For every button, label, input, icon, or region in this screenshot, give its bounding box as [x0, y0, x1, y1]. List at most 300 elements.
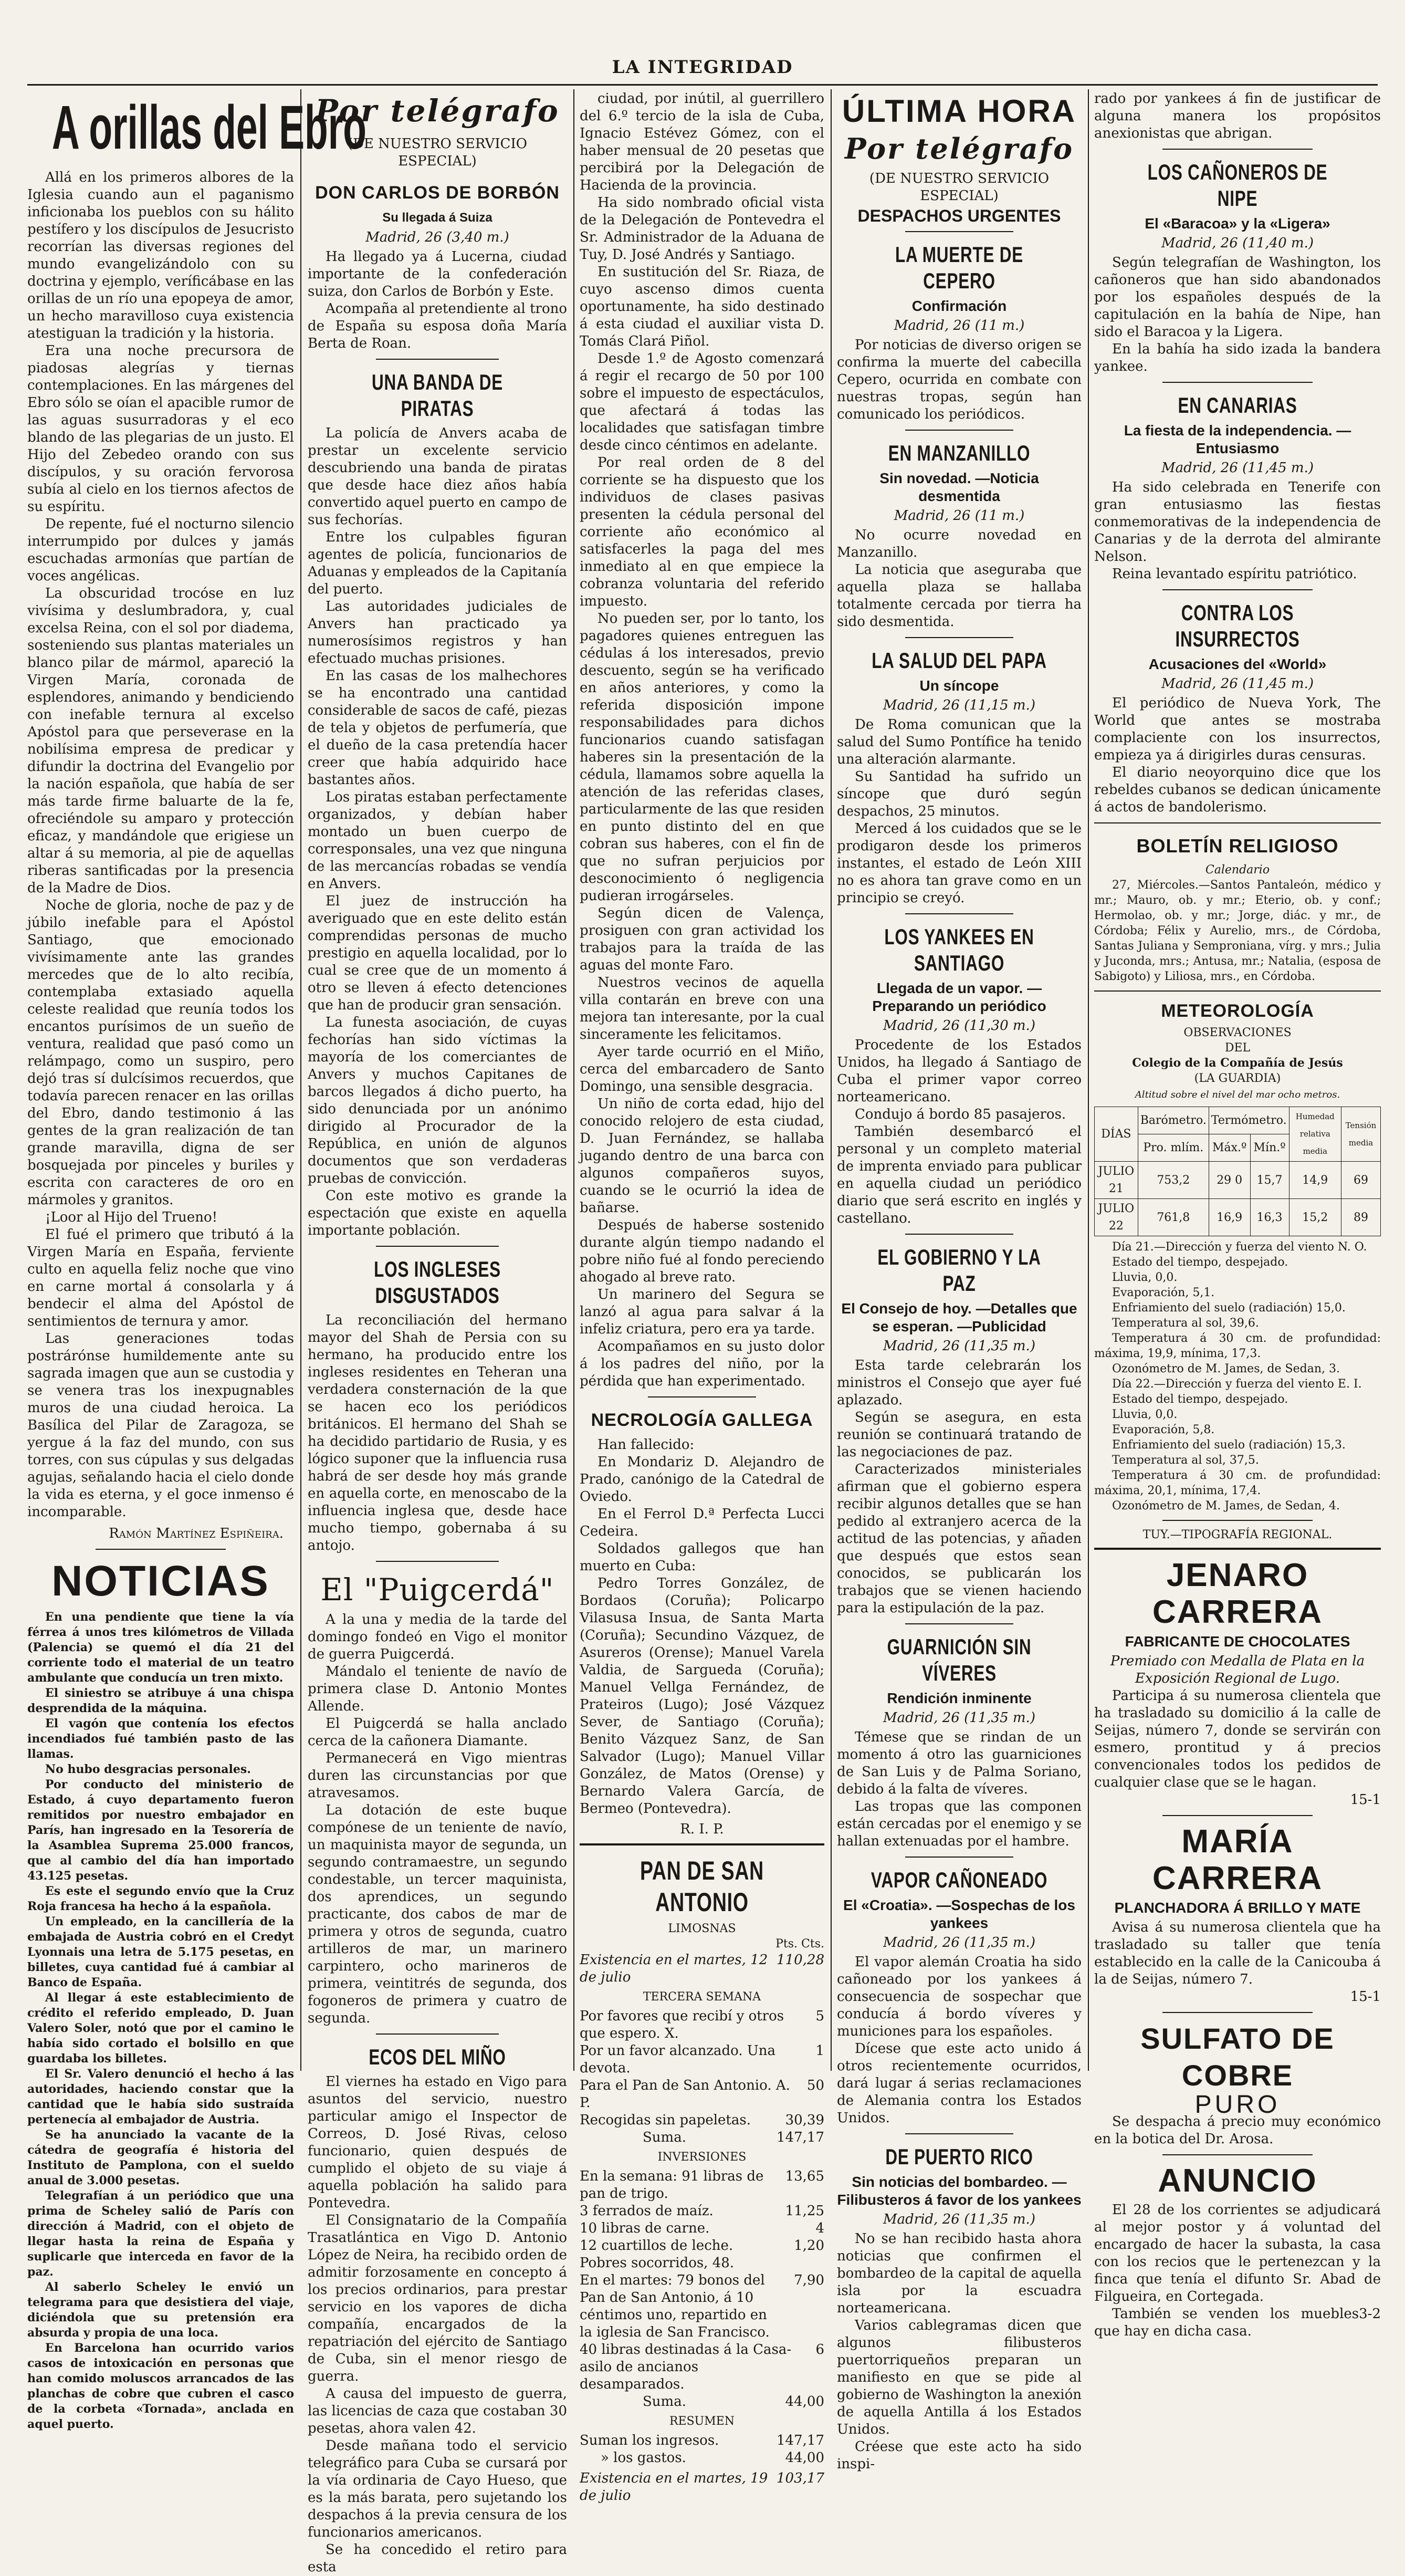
table-header: DÍAS — [1095, 1107, 1138, 1162]
weather-line: Lluvia, 0,0. — [1112, 1271, 1178, 1284]
article-body — [308, 248, 567, 352]
masthead-rule — [27, 84, 1378, 86]
article-paragraph: Mándalo el teniente de navío de primera clase D. Antonio Montes Allende. — [308, 1664, 567, 1714]
ledger-label: Existencia en el martes, 12 de julio — [580, 1952, 768, 1985]
ledger-row — [580, 1952, 824, 1986]
article-paragraph: En las casas de los malhechores se ha encontrado una cantidad considerable de sacos de café, piezas de tela y objetos de perfumería, que el dueño de la casa pretendía hacer creer que había adquirido hace bastantes años. — [308, 668, 567, 788]
headline: CONTRA LOS INSURRECTOS — [1175, 600, 1300, 651]
article-paragraph: Según dicen de Valença, prosiguen con gran actividad los trabajos para la traída de las aguas del monte Faro. — [580, 905, 824, 973]
ad-subtitle: PURO — [1194, 2091, 1281, 2119]
article-paragraph: La funesta asociación, de cuyas fechorías han sido víctimas la mayoría de los comerciantes de Anvers y muchos Capitanes de barcos llegados á dicho puerto, ha sido denunciada por un anónimo dirigido al Procurador de la República, en unión de algunos documentos que son verdaderas pruebas de convicción. — [308, 1015, 567, 1186]
dateline: Madrid, 26 (11,15 m.) — [883, 697, 1035, 713]
weather-line: Temperatura al sol, 39,6. — [1112, 1317, 1259, 1330]
article-paragraph: Ha sido nombrado oficial vista de la Delegación de Pontevedra el Sr. Administrador de la Aduana de Tuy, D. José Andrés y Santiago. — [580, 195, 824, 263]
article-paragraph: No se han recibido hasta ahora noticias que confirmen el bombardeo de la capital de aquella isla por la escuadra norteamericana. — [837, 2231, 1082, 2316]
ledger-label: 3 ferrados de maíz. — [580, 2203, 714, 2219]
ledger-value: 4 — [815, 2220, 824, 2236]
weather-line: Estado del tiempo, despejado. — [1112, 1256, 1288, 1269]
service-note: (DE NUESTRO SERVICIO ESPECIAL) — [347, 136, 528, 169]
dateline: Madrid, 26 (11,35 m.) — [883, 2212, 1035, 2227]
article-paragraph: Merced á los cuidados que se le prodigaron desde los primeros instantes, el estado de León XIII no es ahora tan grave como en un principio se creyó. — [837, 821, 1082, 906]
article-paragraph: Desde 1.º de Agosto comenzará á regir el recargo de 50 por 100 sobre el impuesto de espectáculos, que afectará á todas las localidades que satisfagan timbre desde cinco céntimos en adelante. — [580, 351, 824, 453]
article-paragraph: Varios cablegramas dicen que algunos filibusteros puertorriqueños preparan un manifiesto en que se pide al gobierno de Washington la anexión de aquella Antilla á los Estados Unidos. — [837, 2318, 1082, 2437]
table-header: Barómetro. — [1138, 1107, 1209, 1134]
divider — [1162, 1520, 1313, 1521]
ledger-value: 44,00 — [785, 2450, 824, 2466]
article-paragraph: El Puigcerdá se halla anclado cerca de la cañonera Diamante. — [308, 1716, 567, 1749]
ledger-value: 1 — [815, 2043, 824, 2059]
article-paragraph: Allá en los primeros albores de la Iglesia cuando aun el paganismo inficionaba los pueblos con su hálito pestífero y los discípulos de Jesucristo recorrían las diversas regiones del mundo evangelizándolo con su doctrina y ejemplo, veríficábase en las orillas de un río una epopeya de amor, un hecho maravilloso cuya existencia atestiguan la tradición y la historia. — [27, 170, 294, 341]
ledger-row — [580, 2393, 824, 2411]
divider — [905, 1234, 1013, 1235]
ledger-label: En el martes: 79 bonos del Pan de San Antonio, á 10 céntimos uno, repartido en la iglesia de San Francisco. — [580, 2272, 770, 2340]
ledger-value: 7,90 — [794, 2272, 824, 2288]
weather-line: Estado del tiempo, despejado. — [1112, 1393, 1288, 1406]
article-paragraph: De Roma comunican que la salud del Sumo Pontífice ha tenido una alteración alarmante. — [837, 717, 1082, 767]
article-paragraph: Desde mañana todo el servicio telegráfico para Cuba se cursará por la vía ordinaria de Cayo Hueso, que es la más barata, pero sujetando los despachos á la previa censura de los funcionarios americanos. — [308, 2438, 567, 2540]
ledger-row — [580, 2042, 824, 2077]
ledger-value: 103,17 — [777, 2470, 824, 2486]
column-header: Pts. Cts. — [775, 1937, 824, 1951]
article-paragraph: Según telegrafían de Washington, los cañoneros que han sido abandonados por los españoles después de la capitulación en la bahía de Nipe, han sido el Baracoa y la Ligera. — [1094, 255, 1381, 340]
article-paragraph: ¡Loor al Hijo del Trueno! — [45, 1209, 218, 1225]
article-paragraph: La obscuridad trocóse en luz vivísima y deslumbradora, y, cual excelsa Reina, con el sol por diadema, sosteniendo sus plantas materiales un blanco pilar de mármol, apareció la Virgen María, coronada de esplendores, animando y bendiciendo con inefable ternura al excelso Apóstol para que perseverase en la nobilísima empresa de predicar y difundir la doctrina del Evangelio por la nación española, que había de ser más tarde firme baluarte de la fe, ofreciéndole su amparo y protección eficaz, y mandándole que erigiese un altar á su memoria, al pie de aquellas riberas santificadas por la presencia de la Madre de Dios. — [27, 586, 294, 896]
weather-line: Temperatura á 30 cm. de profundidad: máxima, 19,9, mínima, 17,3. — [1094, 1332, 1381, 1360]
ad-footer — [1094, 2306, 1381, 2340]
table-row — [1095, 1162, 1381, 1199]
table-header: Termómetro. — [1209, 1107, 1289, 1134]
article-paragraph: En el Ferrol D.ª Perfecta Lucci Cedeira. — [580, 1506, 824, 1539]
ad-text: Avisa á su numerosa clientela que ha trasladado su taller que tenía establecido en la calle de la Canicouba á la de Seijas, número 7. — [1094, 1920, 1381, 1987]
column-2 — [308, 90, 567, 2575]
table-header: Mín.º — [1250, 1134, 1289, 1162]
article-paragraph: Un empleado, en la cancillería de la embajada de Austria cobró en el Credyt Lyonnais una letra de 5.175 pesetas, en billetes, cuya cantidad fué á cambiar al Banco de España. — [27, 1915, 294, 1989]
ad-text: El 28 de los corrientes se adjudicará al mejor postor y á voluntad del encargado de hacer la subasta, la casa con los recios que le pertenezcan y la finca que tenía el difunto Sr. Abad de Filgueira, en Cortegada. — [1094, 2202, 1381, 2304]
divider — [376, 359, 499, 360]
ledger-label: En la semana: 91 libras de pan de trigo. — [580, 2168, 764, 2202]
ledger-row — [580, 2255, 824, 2272]
divider — [580, 1843, 824, 1845]
article-paragraph: Esta tarde celebrarán los ministros el Consejo que ayer fué aplazado. — [837, 1358, 1082, 1408]
article-paragraph: Su Santidad ha sufrido un síncope que duró según despachos, 25 minutos. — [837, 769, 1082, 819]
article-paragraph: Ayer tarde ocurrió en el Miño, cerca del embarcadero de Santo Domingo, una sensible desgracia. — [580, 1044, 824, 1094]
article-paragraph: Condujo á bordo 85 pasajeros. — [855, 1107, 1066, 1122]
article-paragraph: Ha llegado ya á Lucerna, ciudad importante de la confederación suiza, don Carlos de Borbón y Este. — [308, 249, 567, 299]
noticias-list — [27, 1610, 294, 2432]
ledger-label: Existencia en el martes, 19 de julio — [580, 2470, 768, 2504]
divider — [905, 913, 1013, 914]
article-body — [308, 2073, 567, 2576]
article-paragraph: 27, Miércoles.—Santos Pantaleón, médico y mr.; Mauro, ob. y mr.; Eterio, ob. y conf.; Hermolao, ob. y mr.; Jorge, diác. y mr., de Córdoba; Félix y Aurelio, mrs., de Córdoba, Santas Juliana y Semproniana, vírg. y mrs.; Julia y Juconda, mrs.; Antusa, mr.; Natalia, (esposa de Sabigoto) y Liliosa, mrs., en Córdoba. — [1094, 879, 1381, 983]
table-cell: JULIO 22 — [1095, 1199, 1138, 1236]
headline: ECOS DEL MIÑO — [369, 2045, 506, 2069]
weather-line: Temperatura á 30 cm. de profundidad: máxima, 20,1, mínima, 17,4. — [1094, 1469, 1381, 1497]
subheadline: El Consejo de hoy. —Detalles que se esperan. —Publicidad — [841, 1300, 1077, 1334]
divider — [96, 1549, 226, 1550]
table-cell: 753,2 — [1138, 1162, 1209, 1199]
ledger-value: 6 — [815, 2342, 824, 2358]
article-paragraph: El diario neoyorquino dice que los rebeldes cubanos se dedican únicamente á actos de bandolerismo. — [1094, 765, 1381, 815]
article-body — [27, 169, 294, 1521]
ledger-row — [580, 2168, 824, 2203]
dateline: Madrid, 26 (11,30 m.) — [883, 1018, 1035, 1034]
article-paragraph: Acompaña al pretendiente al trono de España su esposa doña María Berta de Roan. — [308, 301, 567, 351]
divider — [1094, 990, 1381, 992]
table-cell: 14,9 — [1289, 1162, 1341, 1199]
ledger-value: 13,65 — [785, 2168, 824, 2184]
article-paragraph: De repente, fué el nocturno silencio interrumpido por dulces y jamás escuchadas armonías que partían de voces angélicas. — [27, 516, 294, 584]
headline: EN MANZANILLO — [888, 441, 1031, 465]
ledger-row — [580, 2203, 824, 2220]
article-paragraph: Con este motivo es grande la espectación que existe en aquella importante población. — [308, 1188, 567, 1238]
headline: UNA BANDA DE PIRATAS — [372, 370, 503, 421]
article-paragraph: En sustitución del Sr. Riaza, de cuyo ascenso dimos cuenta oportunamente, ha sido destinado á esta ciudad el auxiliar vista D. Tomás Clará Piñol. — [580, 264, 824, 349]
article-paragraph: Los piratas estaban perfectamente organizados, y debían haber montado un buen cuerpo de corresponsales, una vez que ninguna de las mercancías robadas se vendía en Anvers. — [308, 789, 567, 892]
ad-title: SULFATO DE COBRE — [1140, 2022, 1335, 2092]
note: Altitud sobre el nivel del mar ocho metros. — [1135, 1089, 1340, 1100]
article-body — [1094, 254, 1381, 376]
article-paragraph: Caracterizados ministeriales afirman que el gobierno espera recibir algunos detalles que se han pedido al extranjero acerca de la actitud de las potencias, y añaden que después que estos sean conocidos, se publicarán los trabajos que se vienen haciendo para la estipulación de la paz. — [837, 1462, 1082, 1616]
article-paragraph: Témese que se rindan de un momento á otro las guarniciones de San Luis y de Palma Soriano, debido á la falta de víveres. — [837, 1729, 1082, 1797]
column-4 — [837, 90, 1082, 2472]
divider — [1162, 149, 1313, 150]
subheading: TERCERA SEMANA — [643, 1990, 761, 2004]
ledger-row — [580, 2470, 824, 2505]
article-paragraph: El Consignatario de la Compañía Trasatlántica en Vigo D. Antonio López de Neira, ha recibido orden de admitir forzosamente en concepto á los precios ordinarios, para prestar servicio en los vapores de dicha compañía, encargados de la repatriación del ejército de Santiago de Cuba, sin el menor riesgo de guerra. — [308, 2213, 567, 2384]
ad-ref: 15-1 — [1350, 1792, 1381, 1808]
ledger-label: 10 libras de carne. — [580, 2220, 710, 2236]
article-paragraph: No ocurre novedad en Manzanillo. — [837, 527, 1082, 560]
table-row — [1095, 1199, 1381, 1236]
article-paragraph: En Mondariz D. Alejandro de Prado, canónigo de la Catedral de Oviedo. — [580, 1454, 824, 1505]
dateline: Madrid, 26 (11 m.) — [894, 318, 1025, 333]
article-body — [308, 1611, 567, 2027]
table-cell: 16,3 — [1250, 1199, 1289, 1236]
column-1 — [27, 90, 366, 2431]
article-paragraph: Soldados gallegos que han muerto en Cuba: — [580, 1541, 824, 1574]
ledger-label: Por favores que recibí y otros que espero. X. — [580, 2008, 784, 2041]
column-5 — [1094, 90, 1381, 2339]
table-cell: 15,2 — [1289, 1199, 1341, 1236]
article-paragraph: Acompañamos en su justo dolor á los padres del niño, por la pérdida que han experimentado. — [580, 1339, 824, 1389]
dateline: Madrid, 26 (11,35 m.) — [883, 1710, 1035, 1726]
table-cell: 761,8 — [1138, 1199, 1209, 1236]
subheadline: El «Croatia». —Sospechas de los yankees — [843, 1897, 1075, 1931]
weather-line: Enfriamiento del suelo (radiación) 15,0. — [1112, 1301, 1346, 1315]
article-body — [580, 90, 824, 1390]
headline: METEOROLOGÍA — [1161, 1001, 1314, 1021]
weather-line: Evaporación, 5,8. — [1112, 1423, 1215, 1436]
ad-text: También se venden los muebles que hay en dicha casa. — [1094, 2306, 1359, 2339]
divider — [376, 1246, 499, 1247]
ad-subtitle: PLANCHADORA Á BRILLO Y MATE — [1114, 1900, 1361, 1916]
subheadline: El «Baracoa» y la «Ligera» — [1145, 215, 1330, 232]
ledger-row — [580, 2129, 824, 2146]
rip-line: R. I. P. — [680, 1821, 724, 1837]
article-paragraph: Las generaciones todas postrárónse humildemente ante su sagrada imagen que aun se custodia y se venera tras los inexpugnables muros de una ciudad heroica. La Basílica del Pilar de Zaragoza, se yergue á la faz del mundo, con sus torres, con sus cúpulas y sus delgadas agujas, señalando hacia el cielo donde la vida es eterna, y el goce inmenso é incomparable. — [27, 1331, 294, 1520]
ledger-row — [580, 2112, 824, 2129]
subheading: OBSERVACIONES — [1183, 1026, 1292, 1039]
ledger-row — [580, 2449, 824, 2467]
article-paragraph: Créese que este acto ha sido inspi- — [837, 2439, 1082, 2472]
headline: DON CARLOS DE BORBÓN — [315, 183, 560, 203]
divider — [1162, 382, 1313, 383]
article-paragraph: Por conducto del ministerio de Estado, á cuyo departamento fueron remitidos por nuestro embajador en París, han ingresado en la Tesorería de la Asamblea Suprema 25.000 francos, que al cambio del día han importado 43.125 pesetas. — [27, 1778, 294, 1883]
article-paragraph: La dotación de este buque compónese de un teniente de navío, un maquinista mayor de segunda, un segundo contramaestre, un segundo condestable, un tercer maquinista, dos aprendices, un segundo practicante, dos cabos de mar de primera y otros de segunda, cuatro artilleros de mar, un marinero carpintero, ocho marineros de primera, veintitrés de segunda, dos fogoneros de primera y cuatro de segunda. — [308, 1802, 567, 2026]
table-cell: 89 — [1341, 1199, 1381, 1236]
ledger-label: Por un favor alcanzado. Una devota. — [580, 2043, 776, 2076]
article-paragraph: Según se asegura, en esta reunión se continuará tratando de las negociaciones de paz. — [837, 1410, 1082, 1460]
weather-notes — [1094, 1239, 1381, 1514]
weather-line: Día 21.—Dirección y fuerza del viento N. O. — [1112, 1240, 1367, 1254]
ad-ref: 15-1 — [1350, 1989, 1381, 2005]
ledger-label: 12 cuartillos de leche. — [580, 2238, 733, 2254]
dateline: Madrid, 26 (11,45 m.) — [1161, 676, 1314, 692]
table-cell: 15,7 — [1250, 1162, 1289, 1199]
column-rule — [1088, 89, 1089, 2071]
article-signature: Ramón Martínez Espiñeira. — [109, 1526, 284, 1541]
ledger-row — [580, 2008, 824, 2042]
ledger-value: 147,17 — [777, 2130, 824, 2145]
divider — [905, 2133, 1013, 2134]
article-paragraph: Reina levantado espíritu patriótico. — [1112, 566, 1357, 582]
ledger-value: 50 — [806, 2078, 824, 2093]
dispatches — [837, 231, 1082, 2473]
table-cell: 29 0 — [1209, 1162, 1250, 1199]
section-banner: ÚLTIMA HORA — [842, 93, 1077, 129]
subheading: RESUMEN — [669, 2415, 735, 2428]
headline: GUARNICIÓN SIN VÍVERES — [887, 1634, 1032, 1685]
article-paragraph: En una pendiente que tiene la vía férrea á unos tres kilómetros de Villada (Palencia) se quemó el día 21 del corriente todo el material de un teatro ambulante que conducía un tren mixto. — [27, 1610, 294, 1685]
ad-title: ANUNCIO — [1158, 2163, 1317, 2199]
dateline: Madrid, 26 (3,40 m.) — [365, 230, 509, 245]
article-paragraph: No hubo desgracias personales. — [45, 1762, 251, 1776]
ledger — [580, 2008, 824, 2129]
ledger-row — [580, 2220, 824, 2237]
subheading: DEL — [1224, 1041, 1251, 1055]
column-rule — [300, 89, 301, 2071]
subheadline: Rendición inminente — [887, 1690, 1032, 1706]
column-rule — [573, 89, 574, 2071]
ad-subtitle: FABRICANTE DE CHOCOLATES — [1125, 1633, 1350, 1650]
article-paragraph: Procedente de los Estados Unidos, ha llegado á Santiago de Cuba el primer vapor correo norteamericano. — [837, 1037, 1082, 1105]
ad-title: JENARO CARRERA — [1152, 1557, 1323, 1630]
divider — [376, 1561, 499, 1562]
article-paragraph: El viernes ha estado en Vigo para asuntos del servicio, nuestro particular amigo el Inspector de Correos, D. José Rivas, celoso funcionario, quien después de cumplido el objeto de su viaje á aquella población ha salido para Pontevedra. — [308, 2074, 567, 2211]
column-3 — [580, 90, 824, 2504]
article-paragraph: Permanecerá en Vigo mientras duren las circunstancias por que atravesamos. — [308, 1750, 567, 1801]
article-paragraph: Era una noche precursora de piadosas alegrías y tiernas contemplaciones. En las márgenes del Ebro sólo se oían el apacible rumor de las aguas susurradoras y el eco blando de las plegarias de un justo. El Hijo del Zebedeo orando con sus discípulos, y su oración fervorosa subía al cielo en los tiernos afectos de su espíritu. — [27, 343, 294, 515]
article-paragraph: Telegrafían á un periódico que una prima de Scheley salió de París con dirección á Madrid, con el objeto de llegar hasta la reina de España y suplicarle que interceda en favor de la paz. — [27, 2189, 294, 2279]
divider — [1162, 2012, 1313, 2013]
masthead: LA INTEGRIDAD — [612, 57, 793, 78]
article-paragraph: A la una y media de la tarde del domingo fondeó en Vigo el monitor de guerra Puigcerdá. — [308, 1612, 567, 1662]
article-paragraph: Es este el segundo envío que la Cruz Roja francesa ha hecho á la española. — [27, 1884, 294, 1913]
article-paragraph: Un marinero del Segura se lanzó al agua para salvar á la infeliz criatura, pero era ya tarde. — [580, 1287, 824, 1337]
weather-line: Lluvia, 0,0. — [1112, 1408, 1178, 1421]
article-paragraph: El juez de instrucción ha averiguado que en este delito están comprendidas personas de mucho prestigio en aquella localidad, por lo cual se cree que de un momento á otro se lleven á efecto detenciones que han de producir gran sensación. — [308, 893, 567, 1013]
table-cell: 16,9 — [1209, 1199, 1250, 1236]
article-paragraph: El periódico de Nueva York, The World que antes se mostraba complaciente con los insurrectos, empieza ya á dirigirles duras censuras. — [1094, 695, 1381, 763]
article-paragraph: Han fallecido: — [597, 1437, 695, 1453]
dateline: Madrid, 26 (11,35 m.) — [883, 1338, 1035, 1354]
headline: LA MUERTE DE CEPERO — [895, 242, 1024, 293]
table-header: Pro. mlím. — [1138, 1134, 1209, 1162]
divider — [905, 1857, 1013, 1858]
ledger-value: 1,20 — [794, 2238, 824, 2254]
table-header: Máx.º — [1209, 1134, 1250, 1162]
article-title: A orillas del Ebro — [51, 93, 366, 162]
divider — [376, 2033, 499, 2035]
subheadline: Llegada de un vapor. —Preparando un periódico — [872, 980, 1046, 1014]
article-paragraph: Por real orden de 8 del corriente se ha dispuesto que los individuos de clases pasivas presenten la cédula personal del corriente año económico al satisfacerles la paga del mes inmediato al en que empiece la cobranza voluntaria del referido impuesto. — [580, 455, 824, 609]
ledger-value: 30,39 — [785, 2112, 824, 2128]
ledger-value: 110,28 — [777, 1952, 824, 1968]
weather-line: Enfriamiento del suelo (radiación) 15,3. — [1112, 1438, 1346, 1452]
subheadline: Sin novedad. —Noticia desmentida — [879, 470, 1039, 504]
headline: El "Puigcerdá" — [320, 1572, 554, 1608]
article-body — [308, 1312, 567, 1555]
weather-line: Ozonómetro de M. James, de Sedan, 4. — [1112, 1499, 1340, 1513]
article-paragraph: También desembarcó el personal y un completo material de imprenta enviado para publicar en aquella ciudad un periódico diario que será escrito en inglés y castellano. — [837, 1124, 1082, 1226]
subheadline: DESPACHOS URGENTES — [857, 206, 1061, 225]
ledger-row — [580, 2341, 824, 2393]
ledger-label: 40 libras destinadas á la Casa-asilo de ancianos desamparados. — [580, 2342, 792, 2392]
headline: BOLETÍN RELIGIOSO — [1136, 835, 1339, 857]
divider — [1162, 2154, 1313, 2155]
divider — [1162, 589, 1313, 590]
divider — [905, 231, 1013, 232]
subheadline: Un síncope — [919, 677, 999, 694]
subheadline: La fiesta de la independencia. —Entusiasmo — [1124, 422, 1351, 456]
section-title-noticias: NOTICIAS — [51, 1557, 270, 1605]
ledger-label: Pobres socorridos, 48. — [580, 2255, 735, 2271]
article-paragraph: Al saberlo Scheley le envió un telegrama para que desistiera del viaje, diciéndola que su pretensión era absurda y propia de una loca. — [27, 2280, 294, 2340]
dateline: Madrid, 26 (11,45 m.) — [1161, 460, 1314, 476]
table-header: Humedad relativa media — [1289, 1107, 1341, 1162]
article-paragraph: ciudad, por inútil, al guerrillero del 6.º tercio de la isla de Cuba, Ignacio Estévez Gómez, con el haber mensual de 20 pesetas que percibirá por la Delegación de Hacienda de la provincia. — [580, 91, 824, 193]
article-paragraph: Dícese que este acto unido á otros recientemente ocurridos, dará lugar á serias reclamaciones de Alemania contra los Estados Unidos. — [837, 2041, 1082, 2126]
ledger-row — [580, 2432, 824, 2449]
ledger-label: Recogidas sin papeletas. — [580, 2112, 751, 2128]
ledger-label: Para el Pan de San Antonio. A. P. — [580, 2078, 790, 2111]
article-paragraph: Las tropas que las componen están cercadas por el enemigo y se hallan extenuadas por el hambre. — [837, 1799, 1082, 1849]
subheading: (LA GUARDIA) — [1194, 1072, 1281, 1085]
article-paragraph: Un niño de corta edad, hijo del conocido relojero de esta ciudad, D. Juan Fernández, se hallaba jugando dentro de una barca con algunos compañeros suyos, cuando se le ocurrió la idea de bañarse. — [580, 1096, 824, 1216]
article-paragraph: A causa del impuesto de guerra, las licencias de caza que costaban 30 pesetas, ahora valen 42. — [308, 2386, 567, 2436]
headline: EL GOBIERNO Y LA PAZ — [877, 1245, 1041, 1296]
headline: LOS INGLESES DISGUSTADOS — [374, 1257, 501, 1308]
divider — [905, 637, 1013, 638]
article-paragraph: Después de haberse sostenido durante algún tiempo nadando el pobre niño fué al fondo pereciendo ahogado al breve rato. — [580, 1217, 824, 1285]
ad-text: Participa á su numerosa clientela que ha trasladado su domicilio á la calle de Seijas, número 7, donde se servirán con esmero, prontitud y á precios convencionales todos los pedidos de cualquier clase que se le hagan. — [1094, 1688, 1381, 1790]
column-rule — [831, 89, 832, 2071]
dateline: Madrid, 26 (11,40 m.) — [1161, 235, 1314, 251]
article-paragraph: Ha sido celebrada en Tenerife con gran entusiasmo las fiestas conmemorativas de la independencia de Canarias y de la derrota del almirante Nelson. — [1094, 479, 1381, 565]
article-paragraph: El vapor alemán Croatia ha sido cañoneado por los yankees á consecuencia de sospechar que conducía á bordo víveres y municiones para los españoles. — [837, 1954, 1082, 2039]
article-paragraph: Se ha anunciado la vacante de la cátedra de geografía é historia del Instituto de Pamplona, con el sueldo anual de 3.000 pesetas. — [27, 2128, 294, 2187]
article-body — [1094, 479, 1381, 583]
headline: VAPOR CAÑONEADO — [871, 1868, 1048, 1892]
article-paragraph: El vagón que contenía los efectos incendiados fué también pasto de las llamas. — [27, 1717, 294, 1761]
headline: DE PUERTO RICO — [885, 2144, 1033, 2169]
headline: LOS YANKEES EN SANTIAGO — [884, 924, 1034, 975]
weather-line: Ozonómetro de M. James, de Sedan, 3. — [1112, 1362, 1340, 1375]
article-paragraph: Por noticias de diverso origen se confirma la muerte del cabecilla Cepero, ocurrida en combate con nuestras tropas, según han comunicado los periódicos. — [837, 337, 1082, 422]
dateline: Madrid, 26 (11 m.) — [894, 508, 1025, 524]
ledger-row — [580, 2272, 824, 2341]
article-body — [308, 425, 567, 1239]
ad-title: MARÍA CARRERA — [1152, 1823, 1323, 1896]
article-paragraph: Al llegar á este establecimiento de crédito el referido empleado, D. Juan Valero Soler, notó que por el camino le había sido cortado el bolsillo en que guardaba los billetes. — [27, 1991, 294, 2066]
article-paragraph: El Sr. Valero denunció el hecho á las autoridades, haciendo constar que la cantidad que le había sido sustraída pertenecía al embajador de Austria. — [27, 2067, 294, 2126]
article-paragraph: El fué el primero que tributó á la Virgen María en España, ferviente culto en aquella feliz noche que vino en carne mortal á consolarla y á bendecir el alma del Apóstol de sentimientos de ternura y amor. — [27, 1227, 294, 1329]
divider — [1162, 1815, 1313, 1816]
subheading: Colegio de la Compañía de Jesús — [1132, 1056, 1343, 1070]
headline: EN CANARIAS — [1178, 393, 1297, 418]
ledger-value: 11,25 — [785, 2203, 824, 2219]
ledger-value: 147,17 — [777, 2433, 824, 2448]
divider — [1094, 1548, 1381, 1550]
headline: LOS CAÑONEROS DE NIPE — [1147, 160, 1328, 211]
weather-line: Temperatura al sol, 37,5. — [1112, 1454, 1259, 1467]
subheadline: Sin noticias del bombardeo. —Filibusteros á favor de los yankees — [837, 2174, 1082, 2208]
article-paragraph: Entre los culpables figuran agentes de policía, funcionarios de Aduanas y empleados de la Capitanía del puerto. — [308, 529, 567, 597]
table-cell: 69 — [1341, 1162, 1381, 1199]
article-paragraph: Las autoridades judiciales de Anvers han practicado ya numerosísimos registros y han efectuado muchas prisiones. — [308, 599, 567, 666]
article-paragraph: No pueden ser, por lo tanto, los pagadores quienes entreguen las cédulas á los interesados, previo descuento, según se ha verificado en años anteriores, y como la referida disposición impone responsabilidades para dichos funcionarios cuando satisfagan haberes sin la presentación de la cédula, llamamos sobre aquella la atención de las referidas clases, particularmente de las que residen en punto distinto del en que cobran sus haberes, con el fin de que no sufran perjuicios por desconocimiento ó negligencia pudieran irrogárseles. — [580, 611, 824, 904]
ad-ref: 3-2 — [1359, 2306, 1381, 2322]
article-paragraph: En la bahía ha sido izada la bandera yankee. — [1094, 341, 1381, 374]
headline: PAN DE SAN ANTONIO — [639, 1856, 764, 1917]
dateline: Madrid, 26 (11,35 m.) — [883, 1935, 1035, 1951]
ledger-row — [580, 2237, 824, 2255]
article-paragraph: Pedro Torres González, de Bordaos (Coruña); Policarpo Vilasusa Insua, de Santa Marta (Coruña); Secundino Vázquez, de Asureros (Orense); Manuel Varela Valdia, de Sargueda (Coruña); Manuel Vellga Fernández, de Prateiros (Lugo); José Vázquez Sever, de Santiago (Coruña); Benito Vázquez Sanz, de San Salvador (Lugo); Manuel Villar González, de Matos (Orense) y Bernardo Valera García, de Bermeo (Pontevedra). — [580, 1576, 824, 1817]
article-paragraph: Noche de gloria, noche de paz y de júbilo inefable para el Apóstol Santiago, que emocionado vivísimamente ante las grandes mercedes que de lo alto recibía, contemplaba extasiado aquella celeste realidad que reunía todos los encantos purísimos de un sueño de ventura, realidad que pasó como un relámpago, como un suspiro, pero dejó tras sí dulcísimos recuerdos, que todavía parecen renacer en las orillas del Ebro, dando testimonio á las gentes de la gran realización de tan grande maravilla, digna de ser bosquejada por pinceles y buriles y escrita con caracteres de oro en mármoles y granitos. — [27, 898, 294, 1208]
article-paragraph: La reconciliación del hermano mayor del Shah de Persia con su hermano, ha producido entre los ingleses residentes en Teheran una verdadera consternación de la que se hacen eco los periódicos británicos. El hermano del Shah se ha decidido partidario de Rusia, y es lógico suponer que la influencia rusa habrá de ser desde hoy más grande en aquella corte, en menoscabo de la influencia inglesa que, desde hace mucho tiempo, gobernaba á su antojo. — [308, 1312, 567, 1553]
divider — [905, 1623, 1013, 1624]
weather-table — [1094, 1107, 1381, 1236]
subheadline: Su llegada á Suiza — [382, 211, 492, 225]
article-paragraph: En Barcelona han ocurrido varios casos de intoxicación en personas que han comido moluscos arrancados de las planchas de cobre que cubren el casco de la corbeta «Tornada», anclada en aquel puerto. — [27, 2341, 294, 2431]
subheadline: Confirmación — [911, 298, 1007, 314]
ledger-value: 5 — [815, 2008, 824, 2024]
divider — [905, 430, 1013, 431]
weather-line: Día 22.—Dirección y fuerza del viento E. I. — [1112, 1378, 1362, 1391]
subheading: INVERSIONES — [657, 2151, 747, 2164]
ledger-label: Suma. — [643, 2130, 686, 2145]
headline: LA SALUD DEL PAPA — [872, 648, 1047, 673]
section-banner: Por telégrafo — [844, 132, 1074, 165]
article-paragraph: La policía de Anvers acaba de prestar un excelente servicio descubriendo una banda de piratas que desde hace diez años había convertido aquel puerto en campo de sus fechorías. — [308, 425, 567, 528]
article-paragraph: La noticia que aseguraba que aquella plaza se hallaba totalmente cercada por tierra ha sido desmentida. — [837, 562, 1082, 630]
ledger-label: Suma. — [643, 2394, 686, 2410]
ad-note: Premiado con Medalla de Plata en la Exposición Regional de Lugo. — [1110, 1653, 1365, 1686]
article-body — [1094, 695, 1381, 816]
printer-line: TUY.—TIPOGRAFÍA REGIONAL. — [1142, 1528, 1333, 1541]
subheading: LIMOSNAS — [668, 1922, 736, 1935]
ad-text: Se despacha á precio muy económico en la botica del Dr. Arosa. — [1094, 2114, 1381, 2147]
ledger-label: » los gastos. — [601, 2450, 686, 2466]
ledger — [580, 2168, 824, 2393]
divider — [1094, 822, 1381, 823]
section-banner: Por telégrafo — [315, 93, 560, 129]
article-body — [580, 1436, 824, 1818]
ledger-row — [580, 2077, 824, 2112]
ledger-label: Suman los ingresos. — [580, 2433, 719, 2448]
article-paragraph: Nuestros vecinos de aquella villa contarán en breve con una mejora tan interesante, por la cual sinceramente les felicitamos. — [580, 975, 824, 1042]
service-note: (DE NUESTRO SERVICIO ESPECIAL) — [869, 171, 1050, 204]
